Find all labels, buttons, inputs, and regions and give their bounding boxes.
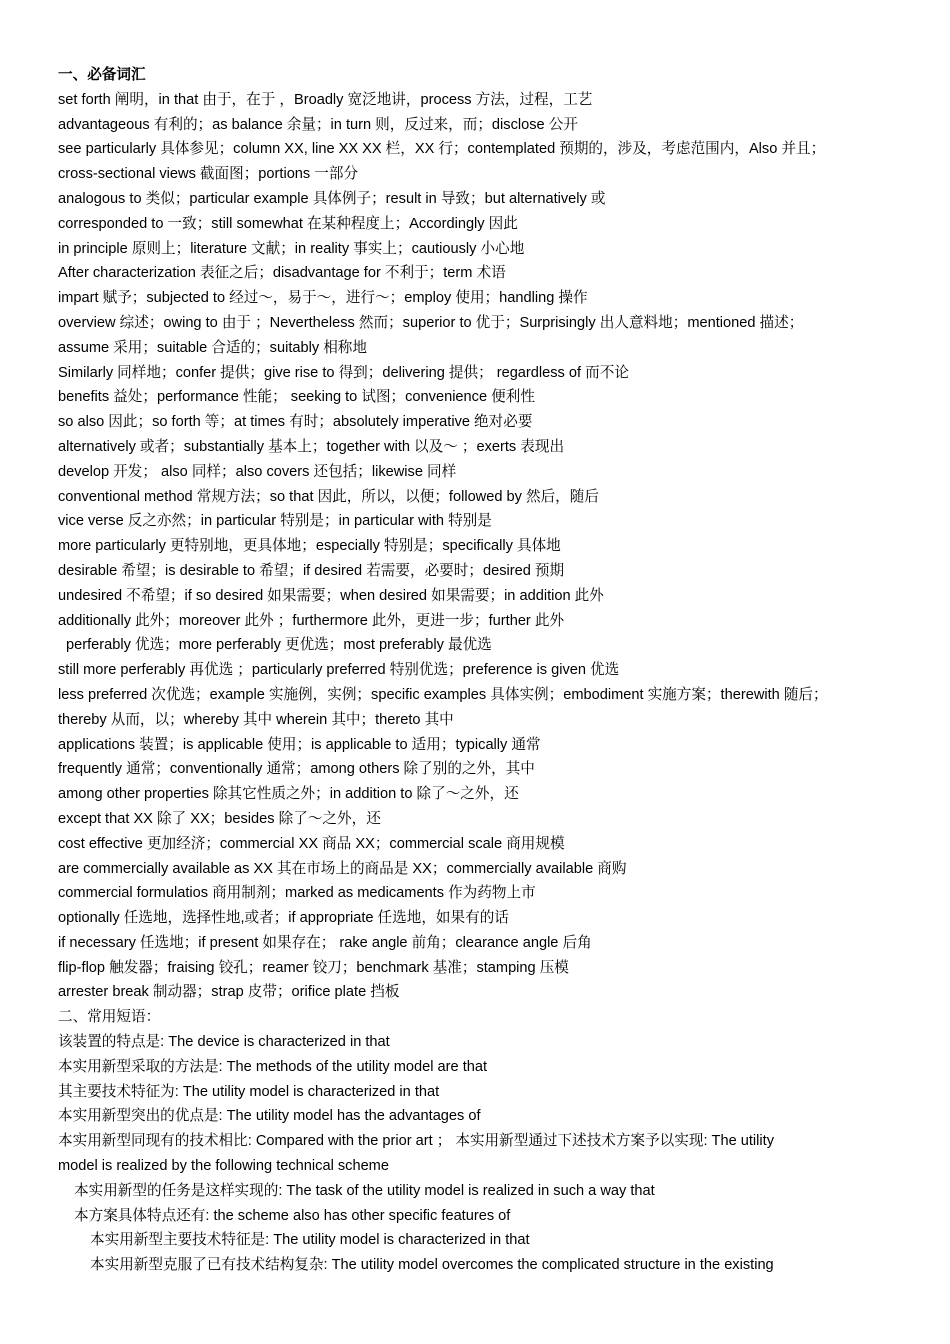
vocabulary-list <box>58 88 898 1005</box>
vocab-line: see particularly 具体参见；column XX, line XX XX 栏，XX 行；contemplated 预期的，涉及，考虑范围内，Also 并且； <box>58 141 826 158</box>
vocab-line: analogous to 类似；particular example 具体例子；result in 导致；but alternatively 或 <box>58 190 606 207</box>
vocab-line: develop 开发； also 同样；also covers 还包括；likewise 同样 <box>58 463 457 480</box>
section-heading-vocabulary: 一、必备词汇 <box>58 67 146 83</box>
vocab-line: Similarly 同样地；confer 提供；give rise to 得到；delivering 提供； regardless of 而不论 <box>58 364 629 381</box>
vocab-line: so also 因此；so forth 等；at times 有时；absolutely imperative 绝对必要 <box>58 414 533 431</box>
phrase-line: 其主要技术特征为: The utility model is characterized in that <box>58 1083 440 1100</box>
phrase-line: 本实用新型主要技术特征是: The utility model is characterized in that <box>90 1232 530 1249</box>
phrase-line: 本实用新型突出的优点是: The utility model has the advantages of <box>58 1108 481 1125</box>
vocab-line: additionally 此外；moreover 此外 ；furthermore 此外，更进一步；further 此外 <box>58 612 565 629</box>
vocab-line: commercial formulatios 商用制剂；marked as medicaments 作为药物上市 <box>58 885 536 902</box>
vocab-line: frequently 通常；conventionally 通常；among others 除了别的之外，其中 <box>58 761 535 778</box>
phrase-line: 本实用新型的任务是这样实现的: The task of the utility model is realized in such a way that <box>74 1182 655 1199</box>
vocab-line: alternatively 或者；substantially 基本上；together with 以及～ ；exerts 表现出 <box>58 438 565 455</box>
vocab-line: among other properties 除其它性质之外；in addition to 除了～之外，还 <box>58 786 519 803</box>
vocab-line: impart 赋予；subjected to 经过～，易于～，进行～；employ 使用；handling 操作 <box>58 290 588 307</box>
phrase-line: 本实用新型同现有的技术相比: Compared with the prior art ； 本实用新型通过下述技术方案予以实现: The utility <box>58 1133 775 1150</box>
vocab-line: in principle 原则上；literature 文献；in reality 事实上；cautiously 小心地 <box>58 240 525 257</box>
vocab-line: desirable 希望；is desirable to 希望；if desired 若需要，必要时；desired 预期 <box>58 562 565 579</box>
vocab-line: conventional method 常规方法；so that 因此，所以，以便；followed by 然后，随后 <box>58 488 599 505</box>
vocab-line: optionally 任选地，选择性地,或者；if appropriate 任选地，如果有的话 <box>58 910 509 927</box>
vocab-line: undesired 不希望；if so desired 如果需要；when desired 如果需要；in addition 此外 <box>58 587 604 604</box>
section-heading-phrases: 二、常用短语： <box>58 1009 161 1026</box>
document-body <box>58 63 898 1278</box>
phrase-line: 本实用新型克服了已有技术结构复杂: The utility model overcomes the complicated structure in the existing <box>90 1257 774 1274</box>
vocab-line: set forth 阐明，in that 由于，在于 ，Broadly 宽泛地讲，process 方法，过程，工艺 <box>58 91 593 108</box>
vocab-line: After characterization 表征之后；disadvantage for 不利于；term 术语 <box>58 265 506 282</box>
vocab-line: advantageous 有利的；as balance 余量；in turn 则，反过来，而；disclose 公开 <box>58 116 578 133</box>
vocab-line: if necessary 任选地；if present 如果存在； rake angle 前角；clearance angle 后角 <box>58 934 592 951</box>
phrase-line: 该装置的特点是: The device is characterized in that <box>58 1034 390 1051</box>
vocab-line: less preferred 次优选；example 实施例，实例；specific examples 具体实例；embodiment 实施方案；therewith 随后； <box>58 686 828 703</box>
phrase-line: 本实用新型采取的方法是: The methods of the utility model are that <box>58 1058 488 1075</box>
vocab-line: arrester break 制动器；strap 皮带；orifice plate 挡板 <box>58 984 400 1001</box>
phrase-line: model is realized by the following technical scheme <box>58 1158 389 1175</box>
vocab-line: are commercially available as XX 其在市场上的商品是 XX；commercially available 商购 <box>58 860 627 877</box>
vocab-line: cross-sectional views 截面图；portions 一部分 <box>58 166 359 183</box>
vocab-line: corresponded to 一致；still somewhat 在某种程度上；Accordingly 因此 <box>58 215 518 232</box>
vocab-line: applications 装置；is applicable 使用；is applicable to 适用；typically 通常 <box>58 736 541 753</box>
vocab-line: perferably 优选；more perferably 更优选；most preferably 最优选 <box>66 637 492 654</box>
vocab-line: assume 采用；suitable 合适的；suitably 相称地 <box>58 339 367 356</box>
vocab-line: more particularly 更特别地，更具体地；especially 特别是；specifically 具体地 <box>58 538 561 555</box>
vocab-line: except that XX 除了 XX；besides 除了～之外，还 <box>58 810 381 827</box>
vocab-line: still more perferably 再优选 ；particularly preferred 特别优选；preference is given 优选 <box>58 662 620 679</box>
vocab-line: overview 综述；owing to 由于 ；Nevertheless 然而；superior to 优于；Surprisingly 出人意料地；mentioned 描述； <box>58 314 804 331</box>
phrase-line: 本方案具体特点还有: the scheme also has other specific features of <box>74 1207 511 1224</box>
vocab-line: thereby 从而，以；whereby 其中 wherein 其中；thereto 其中 <box>58 711 454 728</box>
vocab-line: vice verse 反之亦然；in particular 特别是；in particular with 特别是 <box>58 513 492 530</box>
vocab-line: benefits 益处；performance 性能； seeking to 试图；convenience 便利性 <box>58 389 535 406</box>
vocab-line: cost effective 更加经济；commercial XX 商品 XX；commercial scale 商用规模 <box>58 835 565 852</box>
phrase-list <box>58 1030 898 1278</box>
vocab-line: flip-flop 触发器；fraising 铰孔；reamer 铰刀；benchmark 基准；stamping 压模 <box>58 959 569 976</box>
